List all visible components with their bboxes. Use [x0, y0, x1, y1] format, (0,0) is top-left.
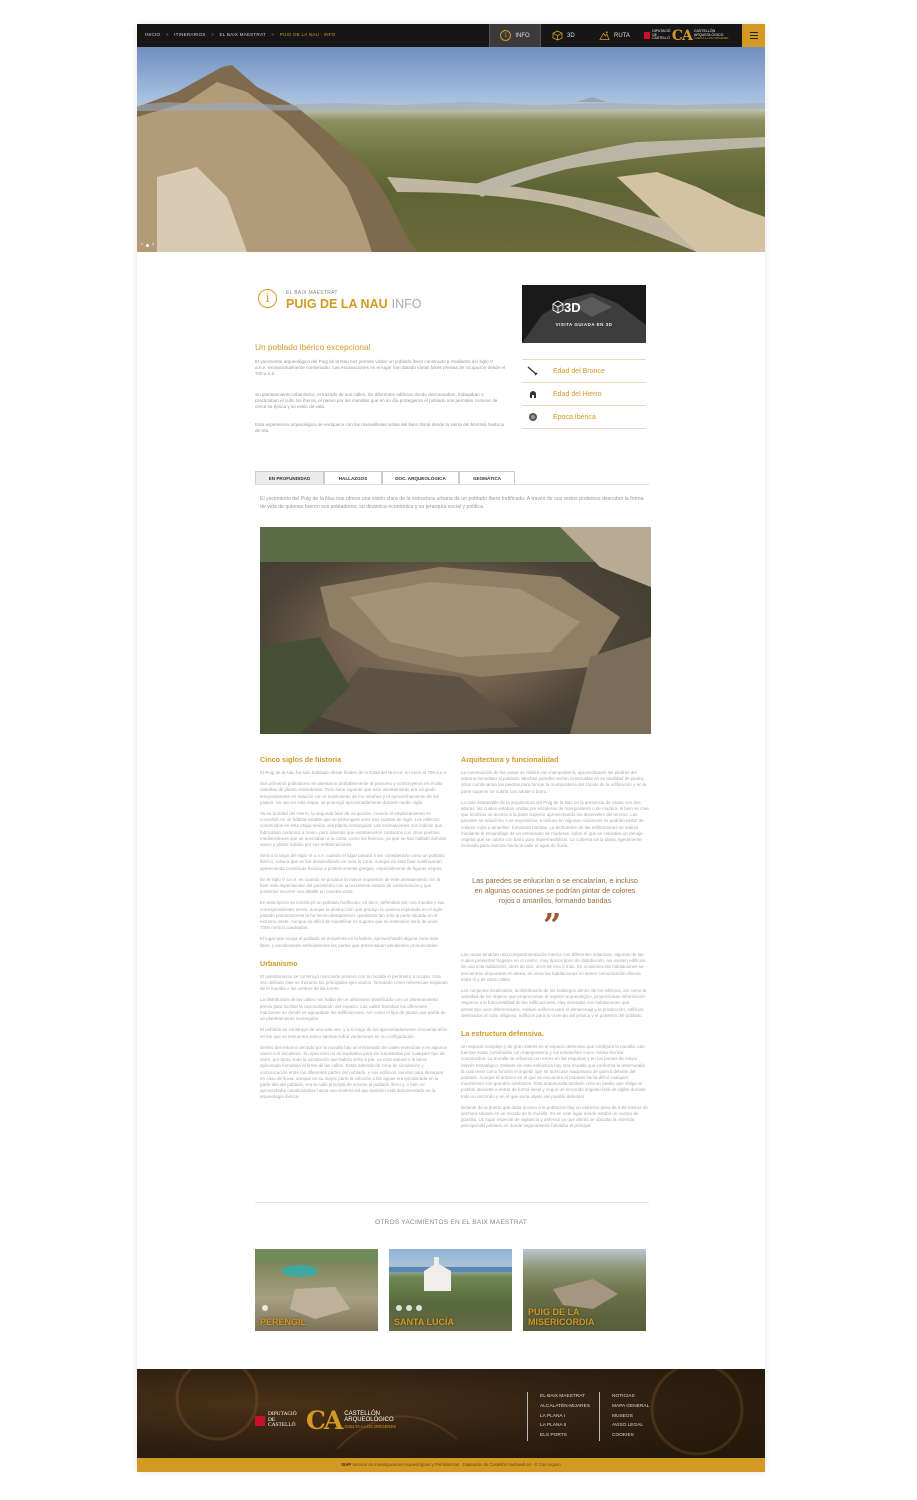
footer-link[interactable]: LA PLANA I [540, 1413, 566, 1419]
intro-paragraph: Esta experiencia arqueológica se enriquece con las maravillosas vistas del llano litoral desde la sierra del Montsià hasta la de Irta. [255, 422, 504, 434]
section-heading: La estructura defensiva. [461, 1029, 544, 1039]
period-icons [262, 1305, 268, 1311]
info-icon: i [500, 30, 511, 41]
aerial-site-image [260, 527, 651, 734]
site-card-name [528, 1307, 595, 1327]
article-paragraph: En esta época se construyó un poblado fortificado, es decir, defendido por una muralla y sus correspondientes torres, aunque la destrucción que produjo la cantera explotada en el siglo pasado prácticamente la ha hecho desaparecer, quedando tan solo la parte situada en el extremo oeste. Aunque es difícil de cuantificar se supone que su extensión sería de unos 7000 metros cuadrados. [260, 900, 445, 931]
period-item-iberica[interactable] [522, 405, 646, 429]
content-tabs [255, 471, 515, 484]
region-label: EL BAIX MAESTRAT [286, 290, 338, 296]
footer-link[interactable]: EL BAIX MAESTRAT [540, 1394, 586, 1399]
ca-logo-mark: CA [306, 1406, 342, 1435]
footer-credits-bold: SIAP [341, 1462, 352, 1467]
menu-bar [750, 35, 758, 36]
dagger-icon [525, 366, 541, 376]
top-bar [137, 24, 765, 47]
site-card-name-line: PUIG DE LA [528, 1307, 580, 1317]
visit-3d-mark: 3D [564, 300, 581, 315]
article-paragraph: Las casas tendrían una compartimentación interior con diferentes estancias, algunas de las cuales presentan hogares en el centro, muy típicos tipos de distribución, así existen edificios de una sola habitación, otros de dos, otros de tres o más. En ocasiones las habitaciones se encuentran dispuestas en altura, en otras las habitaciones no tienen comunicación directa entre sí y de otras calles. [461, 952, 646, 982]
tab-geomatica[interactable]: GEOMÁTICA [459, 471, 515, 484]
breadcrumb-separator: > [165, 32, 169, 37]
hamburger-menu-button[interactable] [742, 24, 765, 47]
nav-ruta-label: RUTA [614, 32, 630, 39]
article-paragraph: La distribución de las calles nos habla de un urbanismo planificado con un planteamiento previo para facilitar la racionalización del espacio. Las calles trazaban los diferentes manzanas en donde se agrupaban las edificaciones. Así como el tipo de planta que partía de un planteamiento rectangular. [260, 997, 446, 1022]
intro-paragraph: Su planteamiento urbanístico, el trazado de sus calles, los diferentes edificios donde descansaban, trabajaban o practicaban el culto los íberos, el paseo por las murallas que en su día protegieron el poblado nos permiten conocer de cerca su época y su estilo de vida. [255, 392, 498, 410]
tab-intro-text: El yacimiento del Puig de la Nau nos ofrece una visión clara de la estructura urbana de un poblado íbero fortificado. A través de sus restos podemos descubrir la forma de vida de quienes fueron sus pobladores, su dinámica económica y su jerarquía social y política. [260, 496, 644, 511]
footer-link[interactable]: NOTICIAS [612, 1394, 635, 1399]
period-icon [396, 1305, 402, 1311]
breadcrumb-separator: > [211, 32, 215, 37]
footer-link[interactable]: COOKIES [612, 1433, 634, 1439]
footer-diputacio-label: DIPUTACIÓ DE CASTELLÓ [268, 1410, 297, 1429]
article-paragraph: Ya en la Edad del Hierro, la segunda fase de ocupación, cuando el emplazamiento se consolidó en un hábitat estable que se prolongará unos tres cuartos de siglo. Los edificios construidos en esta etapa tenían una planta rectangular. Las excavaciones nos indican que fabricaban cerámica a mano, pero además que establecieron contactos con otros pueblos mediterráneos que se acercaban a la costa, como los fenicios, ya que se han hallado ánforas, vasos y platos traídos por sus embarcaciones. [260, 811, 448, 848]
footer-link[interactable]: ELS PORTS [540, 1433, 567, 1439]
section-heading: Urbanismo [260, 958, 298, 968]
slider-prev-button[interactable]: ‹ [141, 242, 143, 248]
visit-3d-button[interactable] [522, 285, 646, 343]
article-paragraph: En el siglo V a.n.e. es cuando se produce la mayor expansión de este asentamiento. Es la fase más espectacular del yacimiento con un excelente estado de conservación y que podemos recorrer con detalle en nuestra visita. [260, 876, 441, 895]
site-card-perengil[interactable] [255, 1249, 378, 1331]
breadcrumb-separator: > [271, 32, 275, 37]
brand-tagline: VUELTA A LOS ORÍGENES [693, 36, 729, 41]
period-icon [262, 1305, 268, 1311]
brand-name [694, 30, 740, 42]
period-list [522, 359, 646, 429]
page-title [286, 297, 421, 311]
intro-paragraph: El yacimiento arqueológico del Puig de la Nau nos permite visitar un poblado íbero construido a mediados del siglo V a.n.e. excepcionalmente conservado. Las excavaciones en el lugar han datado varias fases previas de ocupación desde el 700 a.n.e. [255, 359, 506, 377]
helmet-icon [525, 389, 541, 399]
site-card-name-line: PERENGIL [260, 1317, 307, 1327]
brand-name-text: CASTELLÓN ARQUEOLÓGICO [693, 28, 724, 37]
footer-credits-bar [137, 1458, 765, 1472]
intro-heading: Un poblado ibérico excepcional [255, 342, 371, 352]
nav-ruta-tab[interactable] [599, 24, 644, 47]
footer-link[interactable]: ALCALATÉN-MIJARES [540, 1403, 591, 1409]
cube-icon [552, 300, 564, 319]
site-card-name [394, 1317, 454, 1327]
footer [137, 1369, 765, 1458]
period-item-hierro[interactable] [522, 382, 646, 405]
menu-bar [750, 32, 758, 33]
article-column-right-continued [461, 952, 649, 1135]
article-paragraph: Un espacio complejo y de gran interés es el espacio defensivo que configura la muralla. Las fuerzas están construidas con mampostería y los ensanches como manta técnica constructiva. La muralla se refuerza con torres en las esquinas y en los puntos de mayor interés estratégico. Delante de esta estructura hay otra muralla que conforma la antemuralla la cual tiene como función el impedir que se acercase maquinaria de guerra delante del poblado. Aunque el entorno en el que se encuentra el poblado hacía difícil cualquier movimiento con grandes artefactos. Esta antemuralla también crea un pasillo que obliga al posible atacante a entrar de forma lineal y seguir un recorrido angosto fácil de vigilar durante todo su recorrido y en el que sería objeto del posible defensor. [461, 1044, 646, 1099]
section-heading: Arquitectura y funcionalidad [461, 755, 559, 764]
quote-mark-icon: ” [543, 906, 562, 944]
info-icon: i [258, 289, 277, 308]
slider-dot[interactable] [146, 244, 149, 247]
mountain-route-icon [599, 30, 610, 41]
footer-links-general [599, 1392, 649, 1441]
iberian-head-icon [525, 412, 541, 422]
footer-credits-text: Servicio de Investigaciones Arqueológicas y Prehistóricas · Diputación de Castellón Vadoweb.es · © Cas Arqueo [352, 1462, 561, 1467]
tab-doc-arqueologica[interactable]: DOC. ARQUEOLÓGICA [382, 471, 459, 484]
site-card-puig-de-la-misericordia[interactable] [523, 1249, 646, 1331]
visit-3d-label: VISITA GUIADA EN 3D [555, 322, 613, 327]
menu-bar [750, 38, 758, 39]
article-column-right [461, 755, 649, 854]
period-label: Edad del Hierro [553, 390, 602, 398]
breadcrumb-item-inicio[interactable]: INICIO [145, 32, 161, 37]
period-label: Edad del Bronce [553, 367, 605, 375]
footer-brand-line: ARQUEOLÓGICO [344, 1417, 394, 1424]
period-label: Época Ibérica [553, 413, 596, 421]
header-logo[interactable] [644, 27, 740, 44]
footer-brand-line: CASTELLÓN [344, 1410, 380, 1417]
tabs-divider [255, 484, 649, 485]
footer-link[interactable]: AVISO LEGAL [612, 1423, 644, 1429]
page-title-name: PUIG DE LA NAU [286, 297, 388, 311]
breadcrumb-item-itinerarios[interactable]: ITINERARIOS [174, 32, 206, 37]
article-paragraph: La construcción de las casas se realizó con mampostería, aprovechando las piedras del entorno inmediato al poblado. Muchas paredes serían construidas en su totalidad de piedra, otras combinarían las piedras para formar la mampostería del zócalo de la edificación y en la parte superior se cubría con adobe o barro. [461, 770, 647, 794]
article-paragraph: Los conjuntos localizados, la distribución de los hallazgos dentro de los edificios, así como la variedad de los objetos que proporcionan el registro arqueológico, proporcionan información respecto a la funcionalidad de las edificaciones. Hay viviendas con habitaciones que presentan usos diferenciados, existen edificios para el almacenaje y la producción, edificios destinados al culto religioso, edificios para la vivienda del jerarca y el gobierno del poblado. [461, 988, 647, 1018]
nav-3d-tab[interactable] [552, 24, 592, 47]
tab-hallazgos[interactable]: HALLAZGOS [324, 471, 382, 484]
footer-logo[interactable] [255, 1406, 396, 1435]
section-divider [255, 1202, 649, 1203]
footer-links-regions [527, 1392, 590, 1441]
article-column-left [260, 755, 448, 1106]
footer-brand-tagline: VUELTA A LOS ORÍGENES [344, 1423, 397, 1429]
breadcrumb-item-current: PUIG DE LA NAU - INFO [279, 32, 336, 37]
diputacio-label: DIPUTACIÓ DE CASTELLÓ [652, 28, 671, 41]
cube-icon [552, 30, 563, 41]
article-paragraph: El lugar que ocupa el poblado se encuentra en la ladera, aprovechando alguna zona más llana, y escalonando artificialmente las partes que presentaban pendientes pronunciadas. [260, 936, 439, 948]
other-sites-heading: OTROS YACIMIENTOS EN EL BAIX MAESTRAT [374, 1219, 528, 1226]
diputacio-crest-icon [644, 32, 650, 39]
article-paragraph: Dentro del entorno cercado por la muralla hay un entramado de calles estrechas y en algunos casos con escaleras. Su ejecución no es equitativa para ser transitadas por cualquier tipo de carro, por tanto, toda la circulación que habría sería a pie. La roca natural o la tierra apisonada formaban el firme de las calles. Estas además de zona de circulación y comunicación entre las diferentes partes del poblado, y sus edificios, servían para desaguar en caso de lluvia, aunque en su mayor parte la solución a las aguas era escalonada en la parte alta del poblado, era la calle principal de acceso al poblado íbero y, o bien se aprovechaba canalizándose hacia una cisterna tal que también está documentado en la arqueología ibérica. [260, 1044, 448, 1100]
period-icon [406, 1305, 412, 1311]
breadcrumb-item-region[interactable]: EL BAIX MAESTRAT [219, 32, 266, 37]
article-paragraph: El Puig de la Nau ha sido habitado desde finales de la Edad del Bronce, en torno al 700 a.n.e. [260, 770, 448, 775]
hero-panorama-image [137, 47, 765, 252]
article-paragraph: El poblado se construyó de una sola vez, y a lo largo de los aproximadamente cincuenta años en los que se encuentra activo apenas sufrió variaciones en su configuración. [260, 1027, 448, 1039]
nav-3d-label: 3D [567, 32, 575, 39]
article-paragraph: Lo más destacable de la arquitectura del Puig de la Nau es la presencia de casas con dos alturas, las cuales estaban unidas por escaleras de mampostería o de madera, si bien se cree que tendrían un acceso a la parte superior aprovechando los desniveles del terreno. Las paredes se enlucirían o se enyesarían, e incluso en algunas ocasiones se podrían pintar de colores rojos o amarillos, formando bandas. La techumbre de las edificaciones se realizó mediante el ensamblaje de un entramado de maderas, sobre el que se colocaba un ramaje vegetal que se cubría con barro para impermeabilizar. La cubierta sería plana, ligeramente inclinada para evacuar hacia la calle el agua de lluvia. [461, 799, 649, 849]
site-card-santa-lucia[interactable] [389, 1249, 512, 1331]
nav-info-tab[interactable] [489, 24, 541, 47]
article-paragraph: El asentamiento se construyó marcando primero con la muralla el perímetro a ocupar. Una vez definido éste se trazaron los principales ejes viarios, formando como referencias esquinas de la muralla o los centros de las torres. [260, 973, 448, 992]
site-card-name [260, 1317, 306, 1327]
period-icons [396, 1305, 422, 1311]
diputacio-crest-icon [255, 1416, 265, 1426]
period-icon [416, 1305, 422, 1311]
footer-link[interactable]: LA PLANA II [540, 1423, 567, 1429]
period-item-bronce[interactable] [522, 359, 646, 382]
footer-link[interactable]: MAPA GENERAL [612, 1403, 650, 1409]
article-paragraph: Sus primeros pobladores se asentaron probablemente al pastoreo y construyeron en el alto cabañas de planta redondeada. Todo hace suponer que este asentamiento era ocupado temporalmente en relación con el movimiento de los rebaños y el aprovechamiento de los pastos. Su uso en esta etapa, se prolongó aproximadamente durante medio siglo. [260, 781, 443, 805]
site-card-name-line: MISERICORDIA [528, 1317, 595, 1327]
pull-quote: Las paredes se enlucirían o se encalarían, e incluso en algunas ocasiones se podrían pintar de colores rojos o amarillos, formando bandas [472, 876, 638, 905]
ca-logo-mark: CA [671, 27, 692, 44]
section-heading: Cinco siglos de historia [260, 755, 342, 764]
article-paragraph: Será a lo largo del siglo VI a.n.e. cuando el lugar pasará a ser considerado como un poblado ibérico, cultura que se fue desarrollando en toda la zona. Aunque en esta fase continuarían apareciendo cerámicas fenicias y posteriormente griegas, especialmente de figuras negras. [260, 853, 445, 871]
nav-info-label: INFO [515, 32, 530, 39]
footer-link[interactable]: MUSEOS [612, 1413, 633, 1419]
article-paragraph: Delante de la puerta que daba acceso a la población hay un estrecho paso de 0.90 metros de anchura situado en un recodo de la muralla. Es en este lugar donde estaba un cuerpo de guardia. Un lugar especial de vigilancia y defensa ya que detrás se ubicaba la vivienda principal del poblado en donde seguramente habitaba el príncipe. [461, 1104, 648, 1129]
page [137, 24, 765, 1472]
slider-next-button[interactable]: › [152, 242, 154, 248]
tab-en-profundidad[interactable]: EN PROFUNDIDAD [255, 471, 324, 484]
footer-brand-name [344, 1411, 396, 1430]
page-title-suffix: INFO [391, 297, 422, 311]
breadcrumb [145, 32, 340, 37]
site-card-name-line: SANTA LUCÍA [394, 1317, 454, 1327]
slider-controls [141, 242, 154, 248]
